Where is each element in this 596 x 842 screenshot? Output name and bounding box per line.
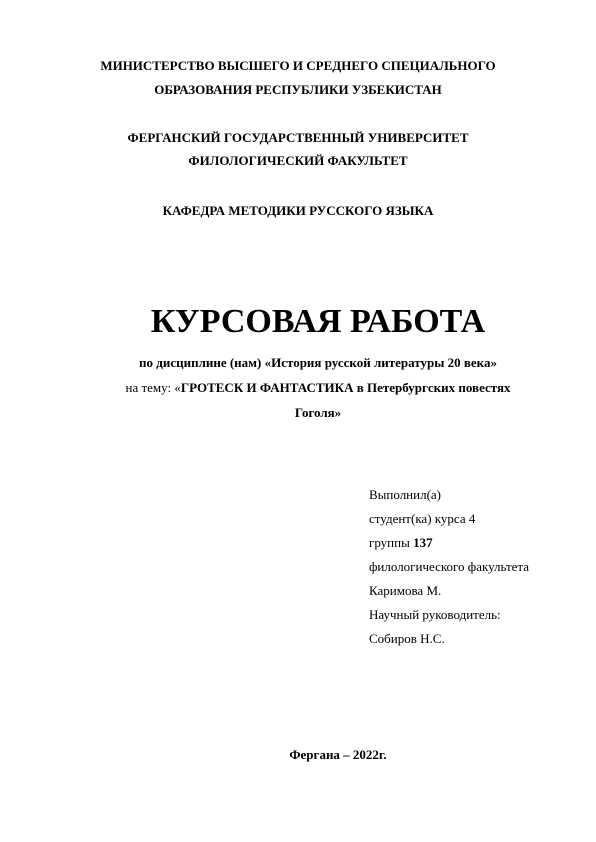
completed-by: Выполнил(а) bbox=[369, 487, 442, 502]
faculty-name: ФИЛОЛОГИЧЕСКИЙ ФАКУЛЬТЕТ bbox=[188, 153, 408, 168]
ministry-line-1: МИНИСТЕРСТВО ВЫСШЕГО И СРЕДНЕГО СПЕЦИАЛЬНОГО bbox=[100, 58, 496, 73]
document-title: КУРСОВАЯ РАБОТА bbox=[150, 303, 486, 340]
supervisor-name: Собиров Н.С. bbox=[369, 631, 445, 646]
topic-line-2: Гоголя» bbox=[294, 405, 342, 420]
student-course: студент(ка) курса 4 bbox=[369, 511, 476, 526]
city-year: Фергана – 2022г. bbox=[289, 747, 387, 762]
topic-text-1: ГРОТЕСК И ФАНТАСТИКА в Петербургских повестях bbox=[180, 380, 511, 395]
group-number: 137 bbox=[413, 535, 433, 550]
department-name: КАФЕДРА МЕТОДИКИ РУССКОГО ЯЗЫКА bbox=[162, 203, 434, 218]
university-name: ФЕРГАНСКИЙ ГОСУДАРСТВЕННЫЙ УНИВЕРСИТЕТ bbox=[127, 130, 469, 145]
group-label: группы bbox=[369, 535, 414, 550]
supervisor-label: Научный руководитель: bbox=[369, 607, 501, 622]
topic-line-1 bbox=[0, 380, 596, 396]
topic-prefix: на тему: « bbox=[125, 380, 181, 395]
student-name: Каримова М. bbox=[369, 583, 442, 598]
student-group bbox=[369, 535, 433, 551]
faculty-of: филологического факультета bbox=[369, 559, 530, 574]
ministry-line-2: ОБРАЗОВАНИЯ РЕСПУБЛИКИ УЗБЕКИСТАН bbox=[154, 82, 442, 97]
discipline-line: по дисциплине (нам) «История русской литературы 20 века» bbox=[139, 355, 497, 370]
